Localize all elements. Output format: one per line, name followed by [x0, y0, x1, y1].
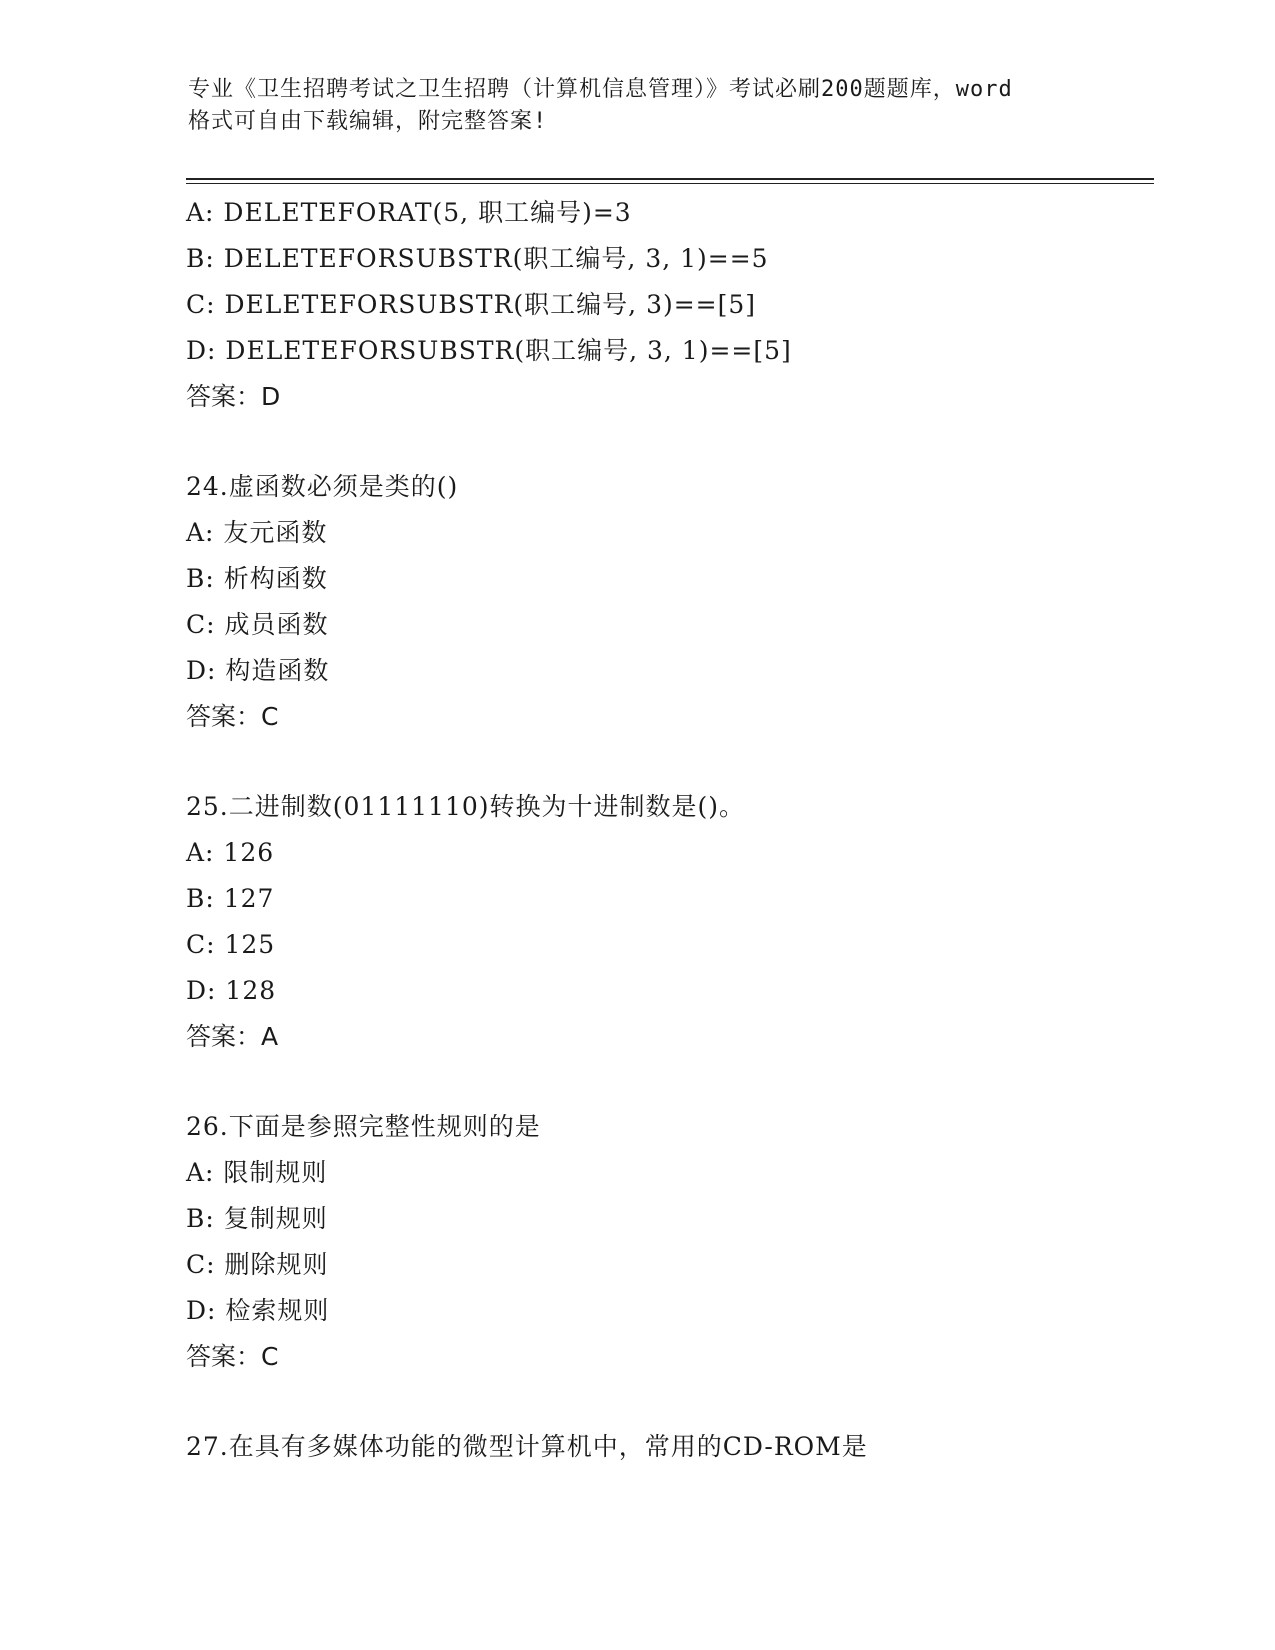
- question-27-block: [186, 1424, 1146, 1470]
- q23-option-c: C: DELETEFORSUBSTR(职工编号, 3)==[5]: [186, 290, 757, 319]
- header-title-line-2: 格式可自由下载编辑，附完整答案!: [188, 109, 548, 134]
- q26-answer: 答案：C: [186, 1342, 279, 1371]
- q23-answer: 答案：D: [186, 382, 281, 411]
- spacer: [186, 420, 1146, 464]
- q25-option-d: D: 128: [186, 976, 277, 1005]
- q24-option-b: B: 析构函数: [186, 564, 328, 593]
- question-23-block: [186, 190, 1146, 420]
- q27-question: 27.在具有多媒体功能的微型计算机中，常用的CD-ROM是: [186, 1432, 868, 1461]
- q25-option-c: C: 125: [186, 930, 276, 959]
- spacer: [186, 1060, 1146, 1104]
- question-24-block: [186, 464, 1146, 740]
- spacer: [186, 740, 1146, 784]
- header-rule-thin: [186, 183, 1154, 184]
- q23-option-a: A: DELETEFORAT(5, 职工编号)=3: [186, 198, 632, 227]
- question-25-block: [186, 784, 1146, 1060]
- q24-option-a: A: 友元函数: [186, 518, 328, 547]
- q25-option-a: A: 126: [186, 838, 275, 867]
- q24-question: 24.虚函数必须是类的(): [186, 472, 459, 501]
- q24-answer: 答案：C: [186, 702, 279, 731]
- q25-question: 25.二进制数(01111110)转换为十进制数是()。: [186, 792, 746, 821]
- q24-option-c: C: 成员函数: [186, 610, 329, 639]
- header-title-line-1: 专业《卫生招聘考试之卫生招聘（计算机信息管理）》考试必刷200题题库，word: [188, 77, 1013, 102]
- q23-option-d: D: DELETEFORSUBSTR(职工编号, 3, 1)==[5]: [186, 336, 792, 365]
- q26-option-d: D: 检索规则: [186, 1296, 330, 1325]
- q26-option-c: C: 删除规则: [186, 1250, 329, 1279]
- q24-option-d: D: 构造函数: [186, 656, 330, 685]
- q25-option-b: B: 127: [186, 884, 275, 913]
- header-rule-thick: [186, 178, 1154, 180]
- q23-option-b: B: DELETEFORSUBSTR(职工编号, 3, 1)==5: [186, 244, 769, 273]
- document-header: [188, 74, 1088, 138]
- q26-option-a: A: 限制规则: [186, 1158, 328, 1187]
- question-26-block: [186, 1104, 1146, 1380]
- q26-option-b: B: 复制规则: [186, 1204, 328, 1233]
- q25-answer: 答案：A: [186, 1022, 279, 1051]
- question-list: [186, 190, 1146, 1470]
- spacer: [186, 1380, 1146, 1424]
- q26-question: 26.下面是参照完整性规则的是: [186, 1112, 541, 1141]
